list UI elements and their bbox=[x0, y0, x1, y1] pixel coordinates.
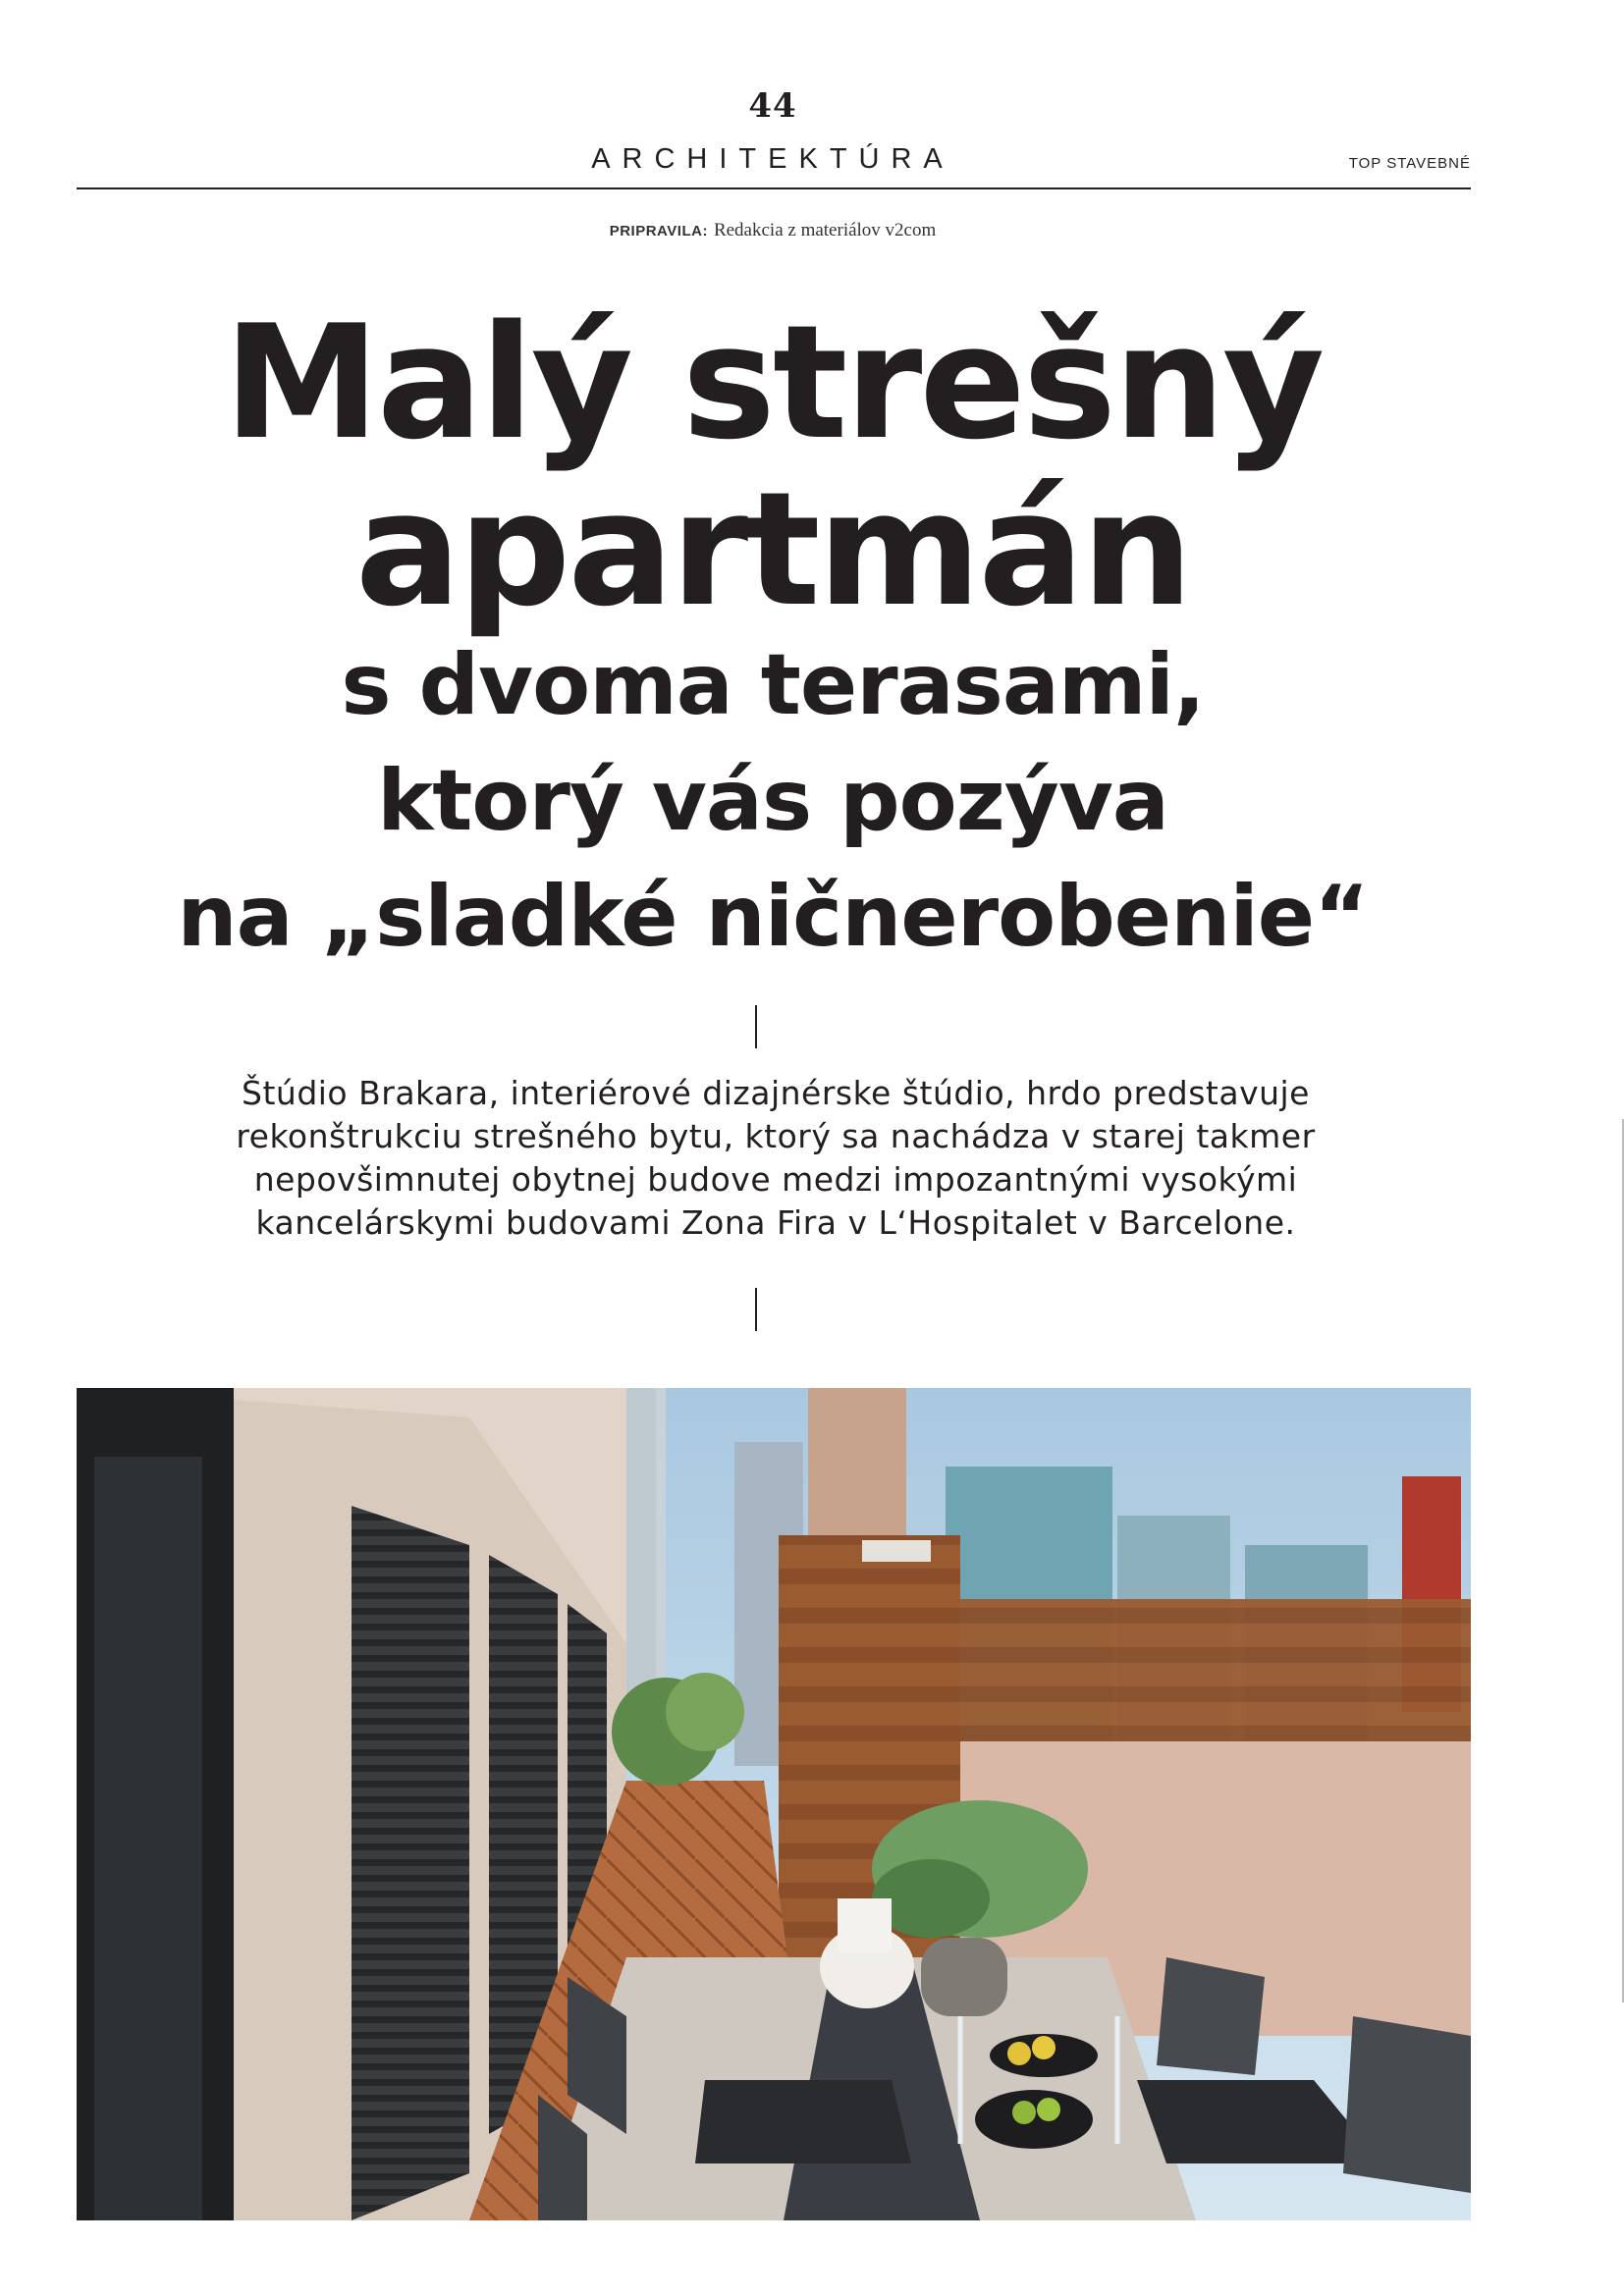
credit-label: PRIPRAVILA: bbox=[609, 223, 708, 240]
vertical-divider-top bbox=[755, 1005, 757, 1048]
article-subtitle-line-1: s dvoma terasami, bbox=[341, 636, 1205, 734]
lead-paragraph: Štúdio Brakara, interiérové dizajnérske štúdio, hrdo predstavuje rekonštrukciu strešného bytu, ktorý sa nachádza v starej takmer nepovšimnutej obytnej budove medzi impozantnými vysokými kancelárskymi budovami Zona Fira v L‘Hospitalet v Barcelone. bbox=[236, 1074, 1316, 1242]
vertical-divider-bottom bbox=[755, 1288, 757, 1331]
article-subtitle-line-3: na „sladké ničnerobenie“ bbox=[177, 868, 1369, 966]
magazine-brand: TOP STAVEBNÉ bbox=[1348, 155, 1471, 172]
article-title-line-2: apartmán bbox=[354, 457, 1191, 641]
credit-text: Redakcia z materiálov v2com bbox=[713, 220, 937, 240]
page-number: 44 bbox=[748, 86, 797, 126]
section-title: ARCHITEKTÚRA bbox=[591, 143, 954, 175]
rooftop-terrace-photo bbox=[77, 1388, 1471, 2220]
article-subtitle-line-2: ktorý vás pozýva bbox=[377, 752, 1168, 850]
article-title-line-1: Malý strešný bbox=[223, 291, 1323, 474]
credit-line bbox=[0, 220, 1545, 241]
header-divider bbox=[77, 187, 1471, 189]
